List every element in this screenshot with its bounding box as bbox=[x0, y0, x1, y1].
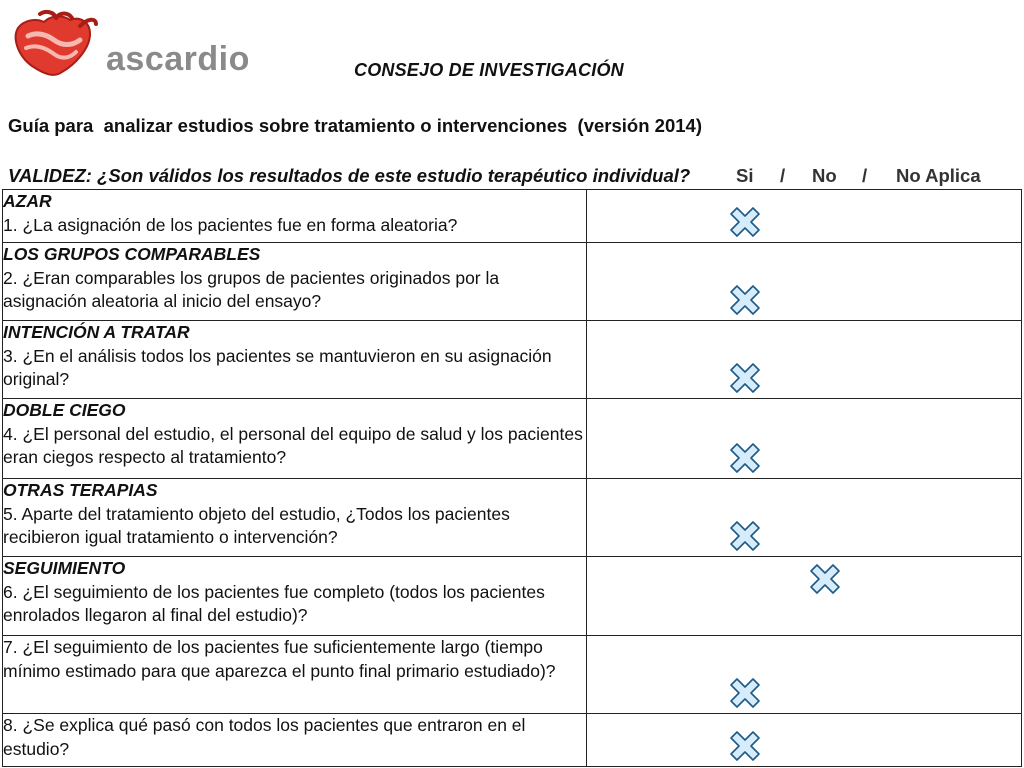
table-row bbox=[3, 714, 1022, 767]
answer-mark-icon bbox=[727, 360, 763, 396]
question-cell bbox=[3, 636, 587, 714]
question-cell bbox=[3, 714, 587, 767]
answer-cell[interactable] bbox=[587, 243, 1022, 321]
validity-question: VALIDEZ: ¿Son válidos los resultados de este estudio terapéutico individual? bbox=[8, 165, 691, 186]
option-si: Si bbox=[736, 165, 754, 186]
answer-mark-icon bbox=[727, 518, 763, 554]
table-row bbox=[3, 190, 1022, 243]
question-cell bbox=[3, 321, 587, 399]
answer-mark-icon bbox=[807, 561, 843, 597]
row-question: 7. ¿El seguimiento de los pacientes fue suficientemente largo (tiempo mínimo estimado para que aparezca el punto final primario estudiado)? bbox=[3, 637, 556, 681]
answer-mark-icon bbox=[727, 282, 763, 318]
answer-mark-icon bbox=[727, 440, 763, 476]
logo bbox=[10, 8, 260, 80]
table-row bbox=[3, 243, 1022, 321]
answer-cell[interactable] bbox=[587, 479, 1022, 557]
answer-cell[interactable] bbox=[587, 714, 1022, 767]
answer-mark-icon bbox=[727, 675, 763, 711]
guide-title: Guía para analizar estudios sobre tratamiento o intervenciones (versión 2014) bbox=[8, 115, 702, 136]
answer-cell[interactable] bbox=[587, 321, 1022, 399]
logo-text: ascardio bbox=[106, 40, 250, 78]
row-category: INTENCIÓN A TRATAR bbox=[3, 322, 190, 342]
row-question: 2. ¿Eran comparables los grupos de pacientes originados por la asignación aleatoria al inicio del ensayo? bbox=[3, 267, 500, 311]
question-cell bbox=[3, 557, 587, 636]
row-question: 6. ¿El seguimiento de los pacientes fue completo (todos los pacientes enrolados llegaron al final del estudio)? bbox=[3, 581, 545, 625]
table-row bbox=[3, 321, 1022, 399]
answer-mark-icon bbox=[727, 204, 763, 240]
table-row bbox=[3, 479, 1022, 557]
row-question: 5. Aparte del tratamiento objeto del estudio, ¿Todos los pacientes recibieron igual tratamiento o intervención? bbox=[3, 503, 510, 547]
row-category: OTRAS TERAPIAS bbox=[3, 480, 158, 500]
table-row bbox=[3, 557, 1022, 636]
row-question: 3. ¿En el análisis todos los pacientes se mantuvieron en su asignación original? bbox=[3, 345, 552, 389]
question-cell bbox=[3, 479, 587, 557]
answer-cell[interactable] bbox=[587, 636, 1022, 714]
answer-cell[interactable] bbox=[587, 399, 1022, 479]
row-category: LOS GRUPOS COMPARABLES bbox=[3, 244, 261, 264]
answer-cell[interactable] bbox=[587, 190, 1022, 243]
row-question: 1. ¿La asignación de los pacientes fue en forma aleatoria? bbox=[3, 214, 458, 235]
option-no: No bbox=[812, 165, 837, 186]
option-separator: / bbox=[780, 165, 786, 186]
row-category: SEGUIMIENTO bbox=[3, 558, 126, 578]
question-cell bbox=[3, 190, 587, 243]
row-question: 4. ¿El personal del estudio, el personal del equipo de salud y los pacientes eran ciegos respecto al tratamiento? bbox=[3, 423, 583, 467]
row-question: 8. ¿Se explica qué pasó con todos los pacientes que entraron en el estudio? bbox=[3, 715, 526, 759]
option-separator: / bbox=[862, 165, 868, 186]
table-row bbox=[3, 636, 1022, 714]
row-category: DOBLE CIEGO bbox=[3, 400, 126, 420]
heart-icon bbox=[10, 8, 100, 80]
answer-mark-icon bbox=[727, 728, 763, 764]
question-cell bbox=[3, 243, 587, 321]
answer-cell[interactable] bbox=[587, 557, 1022, 636]
question-cell bbox=[3, 399, 587, 479]
option-no-aplica: No Aplica bbox=[896, 165, 981, 186]
council-title: CONSEJO DE INVESTIGACIÓN bbox=[354, 60, 624, 80]
row-category: AZAR bbox=[3, 191, 52, 211]
validity-table bbox=[2, 189, 1022, 767]
table-row bbox=[3, 399, 1022, 479]
